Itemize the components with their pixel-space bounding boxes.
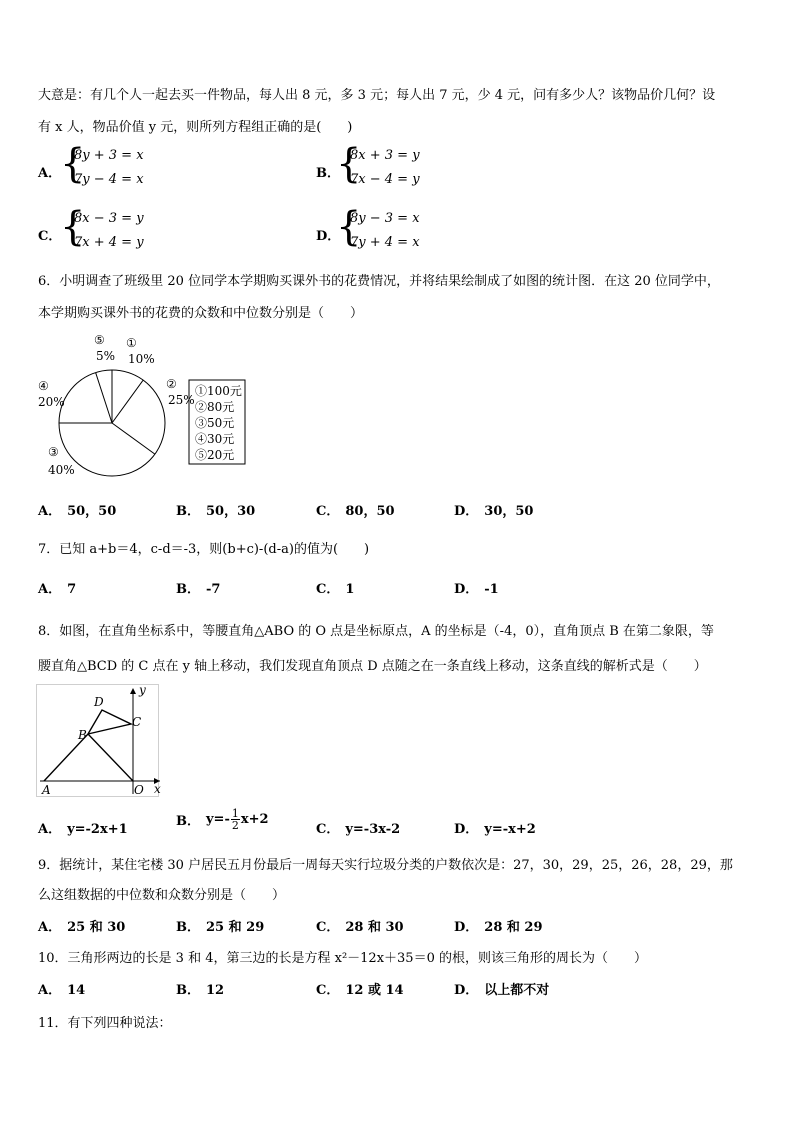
q5-c-eq2: 7x + 4 = y	[74, 235, 144, 250]
q6-option-b[interactable]	[176, 500, 255, 519]
brace-icon: {	[336, 141, 362, 187]
triangle-abo	[44, 734, 133, 781]
q11-text: 11．有下列四种说法：	[38, 1016, 172, 1031]
q9-option-c-text: 28 和 30	[345, 920, 404, 935]
q6-option-b-text: 50，30	[206, 504, 256, 519]
q7-option-d-text: -1	[484, 582, 499, 597]
q9-option-a-text: 25 和 30	[67, 920, 126, 935]
q8-option-b[interactable]	[176, 808, 269, 831]
q6-option-c[interactable]	[316, 500, 395, 519]
q5-a-eq2: 7y − 4 = x	[74, 172, 144, 187]
q7-option-b-label: B．	[176, 582, 200, 597]
pie-marker-5: ⑤	[94, 333, 105, 347]
q10-text: 10．三角形两边的长是 3 和 4，第三边的长是方程 x²－12x＋35＝0 的根，则该三角形的周长为（ ）	[38, 951, 647, 966]
q5-option-d-label: D．	[316, 229, 341, 244]
q9-option-d[interactable]	[454, 916, 543, 935]
q7-option-c[interactable]	[316, 578, 354, 597]
pie-slices	[59, 370, 165, 476]
q10-option-d-text: 以上都不对	[484, 983, 550, 998]
label-c: C	[132, 715, 142, 729]
q9-option-d-label: D．	[454, 920, 479, 935]
q8-option-c-text: y=-3x-2	[345, 822, 401, 837]
q7-option-a-label: A．	[38, 582, 62, 597]
q5-option-b-label: B．	[316, 166, 340, 181]
q9-option-c[interactable]	[316, 916, 404, 935]
brace-icon: {	[336, 204, 362, 250]
q7-text: 7．已知 a+b＝4，c-d＝-3，则(b+c)-(d-a)的值为( )	[38, 542, 370, 557]
q5-d-eq2: 7y + 4 = x	[350, 235, 420, 250]
q7-option-b-text: -7	[206, 582, 221, 597]
pie-legend-2: ②80元	[195, 400, 235, 414]
pie-legend-3: ③50元	[195, 416, 235, 430]
q6-option-a[interactable]	[38, 500, 116, 519]
q5-text-line2: 有 x 人，物品价值 y 元，则所列方程组正确的是( )	[38, 120, 353, 135]
pie-percent-3: 40%	[48, 463, 75, 477]
q5-b-eq1: 8x + 3 = y	[350, 148, 420, 163]
q7-option-c-label: C．	[316, 582, 340, 597]
label-b: B	[78, 728, 87, 742]
q9-option-a-label: A．	[38, 920, 62, 935]
pie-percent-4: 20%	[38, 395, 65, 409]
q6-option-d[interactable]	[454, 500, 533, 519]
label-a: A	[42, 783, 51, 797]
q6-option-c-label: C．	[316, 504, 340, 519]
q10-option-a-text: 14	[67, 983, 86, 998]
label-y: y	[139, 684, 146, 697]
q8-option-b-prefix: y=-	[206, 812, 230, 827]
q5-c-eq1: 8x − 3 = y	[74, 211, 144, 226]
q10-option-b-text: 12	[206, 983, 225, 998]
q8-option-d[interactable]	[454, 818, 536, 837]
q10-option-c[interactable]	[316, 979, 404, 998]
pie-legend-5: ⑤20元	[195, 448, 235, 462]
q8-option-d-label: D．	[454, 822, 479, 837]
q6-option-d-label: D．	[454, 504, 479, 519]
q10-option-b-label: B．	[176, 983, 200, 998]
pie-percent-1: 10%	[128, 352, 155, 366]
q6-text-line1: 6．小明调查了班级里 20 位同学本学期购买课外书的花费情况，并将结果绘制成了如图的统计图．在这 20 位同学中，	[38, 274, 720, 289]
q8-text-line2: 腰直角△BCD 的 C 点在 y 轴上移动，我们发现直角顶点 D 点随之在一条直线上移动，这条直线的解析式是（ ）	[38, 659, 707, 674]
q10-option-d-label: D．	[454, 983, 479, 998]
q9-option-c-label: C．	[316, 920, 340, 935]
q6-pie-figure	[34, 332, 254, 482]
q7-option-c-text: 1	[345, 582, 355, 597]
triangle-bcd	[88, 710, 131, 734]
q7-option-a-text: 7	[67, 582, 77, 597]
q8-option-a[interactable]	[38, 818, 128, 837]
pie-legend-4: ④30元	[195, 432, 235, 446]
pie-marker-1: ①	[126, 336, 137, 350]
q8-option-b-suffix: x+2	[240, 812, 269, 827]
fraction-denominator: 2	[231, 819, 239, 832]
q8-option-b-fraction	[231, 808, 240, 831]
q9-option-b-label: B．	[176, 920, 200, 935]
q8-option-a-label: A．	[38, 822, 62, 837]
q8-option-d-text: y=-x+2	[484, 822, 536, 837]
brace-icon: {	[60, 204, 86, 250]
pie-marker-4: ④	[38, 379, 49, 393]
q7-option-b[interactable]	[176, 578, 220, 597]
q10-option-c-label: C．	[316, 983, 340, 998]
q9-text-line1: 9．据统计，某住宅楼 30 户居民五月份最后一周每天实行垃圾分类的户数依次是：27，30，29，25，26，28，29，那	[38, 858, 733, 873]
q6-option-a-label: A．	[38, 504, 62, 519]
q5-option-a-label: A．	[38, 166, 62, 181]
q6-option-b-label: B．	[176, 504, 200, 519]
q10-option-b[interactable]	[176, 979, 224, 998]
brace-icon: {	[60, 141, 86, 187]
q5-d-eq1: 8y − 3 = x	[350, 211, 420, 226]
q9-option-b[interactable]	[176, 916, 264, 935]
q5-a-eq1: 8y + 3 = x	[74, 148, 144, 163]
q9-option-a[interactable]	[38, 916, 125, 935]
pie-marker-3: ③	[48, 445, 59, 459]
q6-option-d-text: 30，50	[484, 504, 534, 519]
q10-option-d[interactable]	[454, 979, 549, 998]
q7-option-d-label: D．	[454, 582, 479, 597]
q9-option-b-text: 25 和 29	[206, 920, 265, 935]
q7-option-d[interactable]	[454, 578, 499, 597]
q6-option-a-text: 50，50	[67, 504, 117, 519]
q8-option-a-text: y=-2x+1	[67, 822, 128, 837]
q8-coordinate-figure	[36, 684, 168, 798]
q9-option-d-text: 28 和 29	[484, 920, 543, 935]
pie-percent-5: 5%	[96, 349, 116, 363]
q8-text-line1: 8．如图，在直角坐标系中，等腰直角△ABO 的 O 点是坐标原点，A 的坐标是（-4，0），直角顶点 B 在第二象限，等	[38, 624, 714, 639]
q6-option-c-text: 80，50	[345, 504, 395, 519]
label-o: O	[134, 783, 144, 797]
label-x: x	[154, 782, 161, 796]
q7-option-a[interactable]	[38, 578, 76, 597]
q10-option-a-label: A．	[38, 983, 62, 998]
q8-option-b-label: B．	[176, 814, 200, 829]
fraction-numerator: 1	[231, 807, 239, 820]
pie-percent-2: 25%	[168, 393, 195, 407]
pie-marker-2: ②	[166, 377, 177, 391]
q8-option-c[interactable]	[316, 818, 400, 837]
q10-option-c-text: 12 或 14	[345, 983, 404, 998]
q10-option-a[interactable]	[38, 979, 85, 998]
label-d: D	[94, 695, 104, 709]
q6-text-line2: 本学期购买课外书的花费的众数和中位数分别是（ ）	[38, 306, 364, 321]
q9-text-line2: 么这组数据的中位数和众数分别是（ ）	[38, 888, 286, 903]
q5-b-eq2: 7x − 4 = y	[350, 172, 420, 187]
q5-option-c-label: C．	[38, 229, 62, 244]
q8-option-c-label: C．	[316, 822, 340, 837]
q5-text-line1: 大意是：有几个人一起去买一件物品，每人出 8 元，多 3 元；每人出 7 元，少 4 元，问有多少人？该物品价几何？设	[38, 88, 716, 103]
y-axis-arrow-icon	[130, 688, 136, 694]
pie-legend-1: ①100元	[195, 384, 242, 398]
